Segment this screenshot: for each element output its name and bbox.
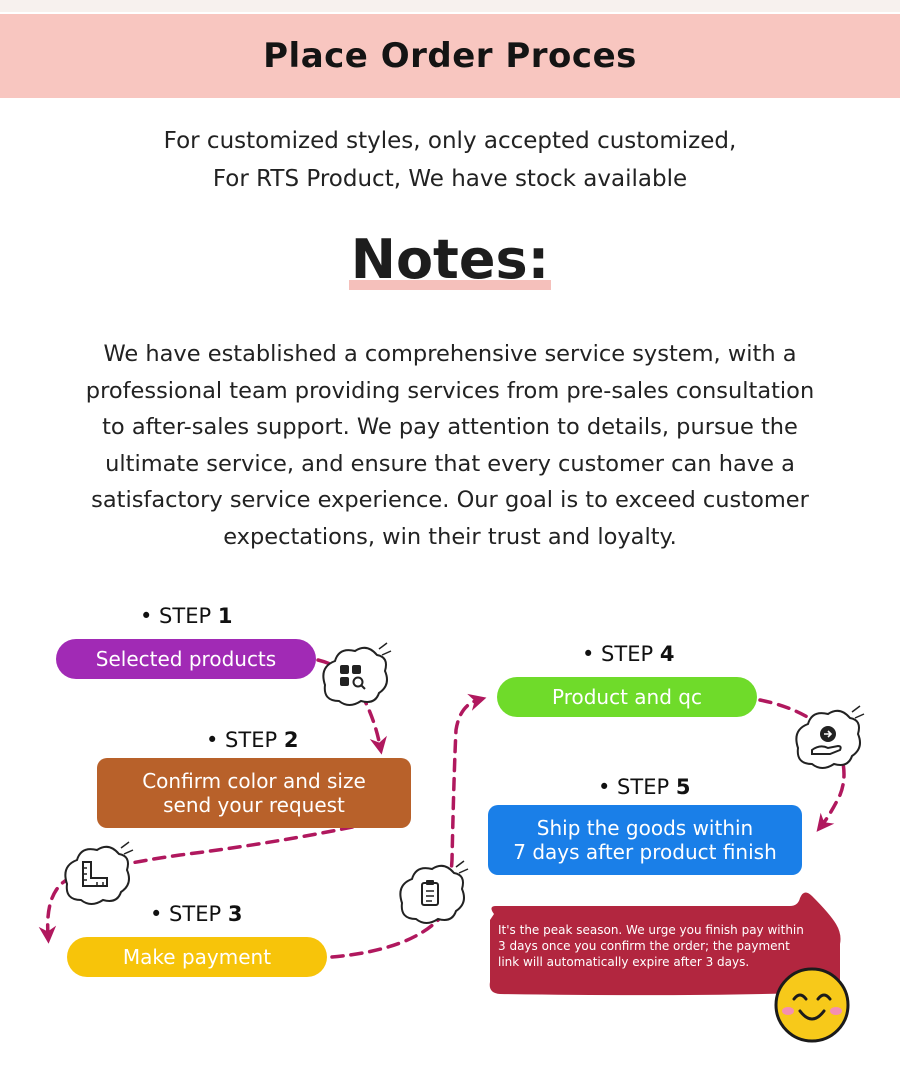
notice-line: 3 days once you confirm the order; the payment (498, 939, 790, 953)
step-prefix: • STEP (206, 728, 278, 752)
intro-line-2: For RTS Product, We have stock available (212, 166, 688, 192)
step-3-text: Make payment (122, 945, 272, 969)
step-5-text-line-2: 7 days after product finish (513, 840, 777, 864)
connector-step3-step4 (332, 700, 478, 957)
intro-line-1: For customized styles, only accepted customized, (163, 128, 737, 154)
step-1-text: Selected products (95, 647, 277, 671)
step-5-text-line-1: Ship the goods within (536, 816, 754, 840)
notes-line: We have established a comprehensive service system, with a (103, 341, 797, 367)
notice-line: It's the peak season. We urge you finish pay within (498, 923, 804, 937)
smiley-face-icon (776, 969, 848, 1041)
peak-season-notice (498, 922, 838, 970)
step-3-label (150, 902, 242, 926)
step-number: 4 (659, 642, 675, 666)
step-1-label (140, 604, 232, 628)
step-2-box (97, 758, 411, 828)
notice-line: link will automatically expire after 3 days. (498, 955, 750, 969)
notes-line: satisfactory service experience. Our goal is to exceed customer (91, 487, 809, 513)
step-1-pill (56, 639, 316, 679)
ruler-icon (65, 842, 133, 904)
grid-search-icon (323, 643, 391, 705)
step-2-text-line-1: Confirm color and size (142, 769, 366, 793)
step-5-box (488, 805, 802, 875)
step-number: 5 (675, 775, 691, 799)
notes-line: professional team providing services from pre-sales consultation (85, 377, 815, 404)
clipboard-icon (400, 861, 468, 923)
step-prefix: • STEP (582, 642, 654, 666)
step-4-label (582, 642, 674, 666)
step-prefix: • STEP (598, 775, 670, 799)
step-prefix: • STEP (140, 604, 212, 628)
step-prefix: • STEP (150, 902, 222, 926)
page-title: Place Order Proces (263, 36, 637, 76)
step-4-text: Product and qc (552, 685, 702, 709)
step-number: 2 (283, 728, 299, 752)
notes-line: expectations, win their trust and loyalty. (223, 523, 677, 550)
step-2-text-line-2: send your request (163, 793, 345, 817)
step-number: 1 (217, 604, 233, 628)
notes-heading-text: Notes: (350, 228, 550, 291)
notes-line: ultimate service, and ensure that every customer can have a (105, 450, 795, 477)
notes-line: to after-sales support. We pay attention to details, pursue the (102, 414, 798, 440)
step-2-label (206, 728, 298, 752)
step-number: 3 (227, 902, 243, 926)
step-5-label (598, 775, 690, 799)
step-4-pill (497, 677, 757, 717)
step-3-pill (67, 937, 327, 977)
